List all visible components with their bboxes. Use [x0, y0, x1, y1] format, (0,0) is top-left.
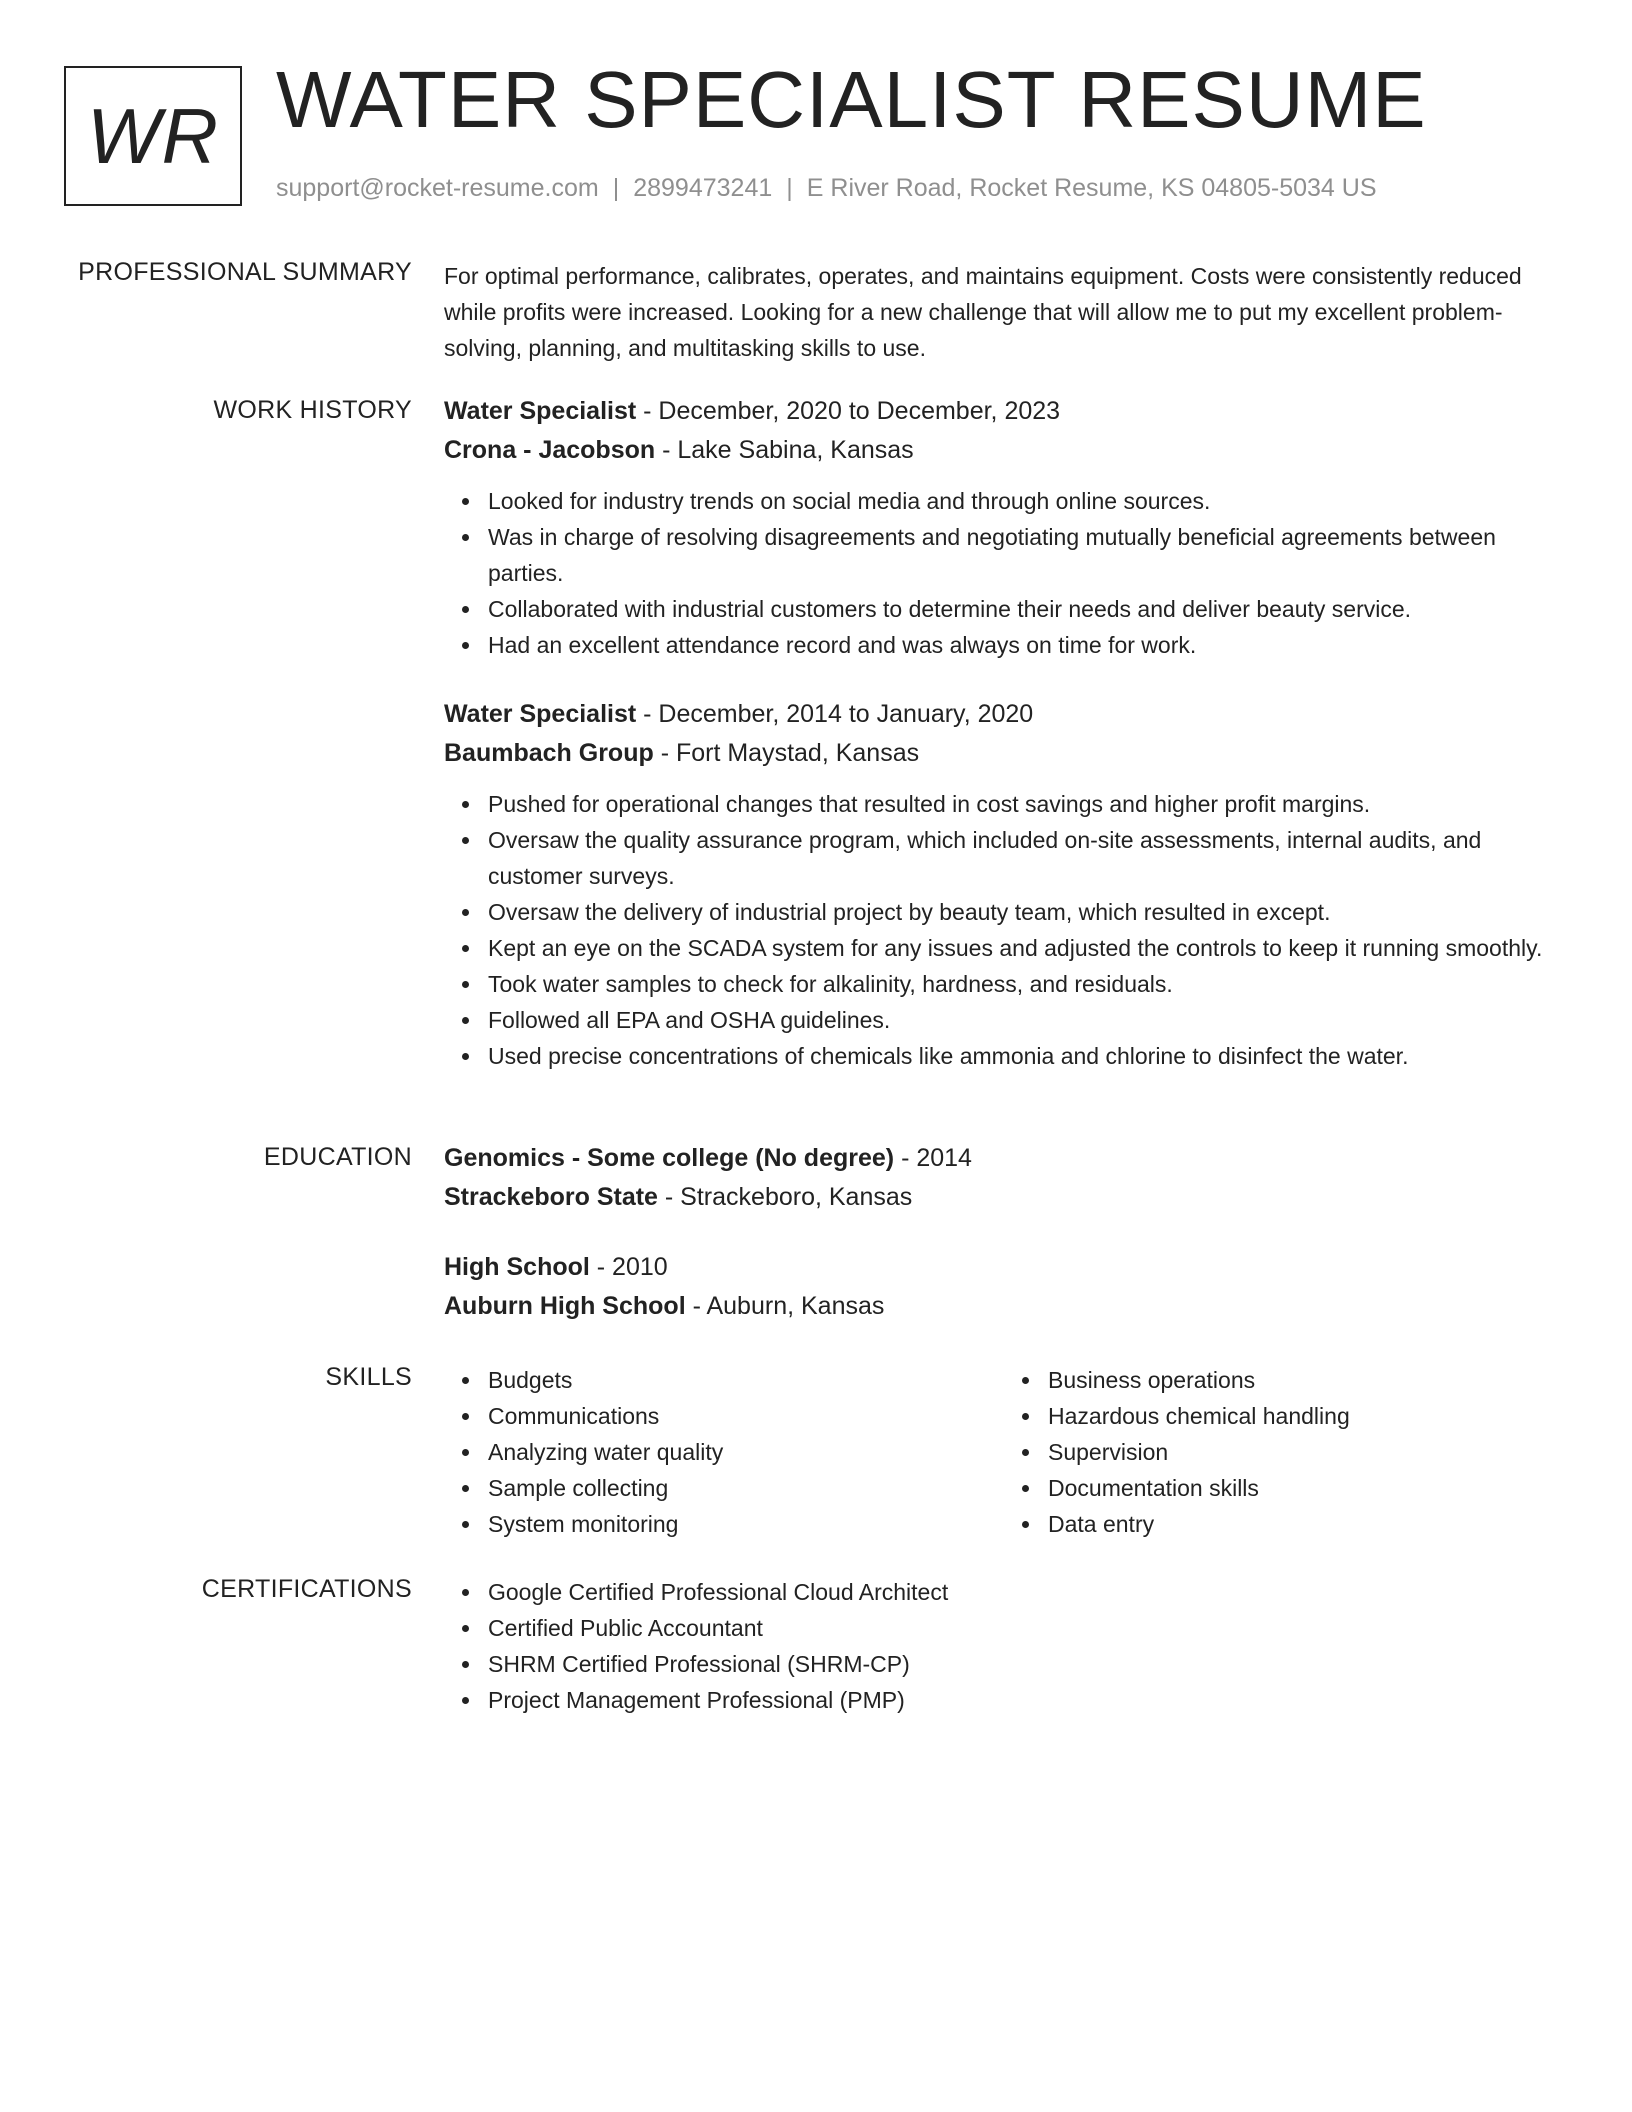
list-item: Took water samples to check for alkalinity, hardness, and residuals. [488, 966, 1564, 1002]
school-line [444, 1178, 1564, 1217]
list-item: Collaborated with industrial customers to determine their needs and deliver beauty service. [488, 591, 1564, 627]
list-item: Analyzing water quality [488, 1434, 1004, 1470]
job-entry [444, 695, 1564, 1074]
degree-year: - 2014 [894, 1144, 972, 1172]
list-item: Used precise concentrations of chemicals like ammonia and chlorine to disinfect the water. [488, 1038, 1564, 1074]
list-item: Had an excellent attendance record and was always on time for work. [488, 627, 1564, 663]
degree-line [444, 1139, 1564, 1178]
list-item: Business operations [1048, 1362, 1564, 1398]
list-item: SHRM Certified Professional (SHRM-CP) [488, 1646, 1564, 1682]
list-item: Was in charge of resolving disagreements and negotiating mutually beneficial agreements between parties. [488, 519, 1564, 591]
school: Auburn High School [444, 1292, 686, 1320]
resume-title: WATER SPECIALIST RESUME [276, 55, 1427, 144]
job-title-line [444, 695, 1564, 734]
monogram-box [64, 66, 242, 206]
school-location: - Auburn, Kansas [685, 1292, 885, 1320]
job-dates: - December, 2014 to January, 2020 [636, 700, 1034, 728]
contact-separator: | [612, 174, 620, 202]
job-company-line [444, 734, 1564, 773]
list-item: Project Management Professional (PMP) [488, 1682, 1564, 1718]
job-dates: - December, 2020 to December, 2023 [636, 397, 1061, 425]
list-item: System monitoring [488, 1506, 1004, 1542]
certifications-body [444, 1574, 1564, 1718]
list-item: Supervision [1048, 1434, 1564, 1470]
job-entry [444, 392, 1564, 663]
job-company: Crona - Jacobson [444, 436, 656, 464]
section-label-education: EDUCATION [263, 1143, 412, 1171]
contact-line [276, 174, 1377, 203]
list-item: Data entry [1048, 1506, 1564, 1542]
degree-line [444, 1248, 1564, 1287]
contact-phone: 2899473241 [633, 174, 773, 202]
section-label-skills: SKILLS [325, 1363, 412, 1391]
skills-columns [444, 1362, 1564, 1542]
section-label-summary: PROFESSIONAL SUMMARY [78, 258, 412, 286]
skills-list-left [444, 1362, 1004, 1542]
degree: High School [444, 1253, 590, 1281]
school-location: - Strackeboro, Kansas [657, 1183, 913, 1211]
contact-email: support@rocket-resume.com [276, 174, 599, 202]
list-item: Hazardous chemical handling [1048, 1398, 1564, 1434]
list-item: Communications [488, 1398, 1004, 1434]
job-title: Water Specialist [444, 397, 637, 425]
list-item: Pushed for operational changes that resulted in cost savings and higher profit margins. [488, 786, 1564, 822]
job-company: Baumbach Group [444, 739, 654, 767]
list-item: Budgets [488, 1362, 1004, 1398]
list-item: Kept an eye on the SCADA system for any issues and adjusted the controls to keep it running smoothly. [488, 930, 1564, 966]
contact-address: E River Road, Rocket Resume, KS 04805-5034 US [806, 174, 1377, 202]
list-item: Looked for industry trends on social media and through online sources. [488, 483, 1564, 519]
section-label-work-history: WORK HISTORY [213, 396, 412, 424]
degree: Genomics - Some college (No degree) [444, 1144, 895, 1172]
certifications-list [444, 1574, 1564, 1718]
job-bullets [444, 483, 1564, 663]
skills-body [444, 1362, 1564, 1542]
job-title-line [444, 392, 1564, 431]
job-company-line [444, 431, 1564, 470]
job-location: - Lake Sabina, Kansas [655, 436, 914, 464]
education-entry [444, 1248, 1564, 1326]
education-body [444, 1139, 1564, 1326]
education-entry [444, 1139, 1564, 1217]
list-item: Documentation skills [1048, 1470, 1564, 1506]
list-item: Oversaw the quality assurance program, which included on-site assessments, internal audits, and customer surveys. [488, 822, 1564, 894]
monogram-text: WR [87, 91, 219, 180]
list-item: Oversaw the delivery of industrial project by beauty team, which resulted in except. [488, 894, 1564, 930]
degree-year: - 2010 [589, 1253, 668, 1281]
list-item: Google Certified Professional Cloud Architect [488, 1574, 1564, 1610]
school: Strackeboro State [444, 1183, 658, 1211]
job-bullets [444, 786, 1564, 1074]
work-history-body [444, 392, 1564, 1074]
list-item: Sample collecting [488, 1470, 1004, 1506]
summary-text: For optimal performance, calibrates, operates, and maintains equipment. Costs were consistently reduced while profits were increased. Looking for a new challenge that will allow me to put my excellent problem-solving, planning, and multitasking skills to use. [444, 263, 1522, 361]
job-location: - Fort Maystad, Kansas [653, 739, 920, 767]
list-item: Certified Public Accountant [488, 1610, 1564, 1646]
summary-body [444, 258, 1564, 366]
contact-separator: | [786, 174, 793, 202]
job-title: Water Specialist [444, 700, 637, 728]
school-line [444, 1287, 1564, 1326]
list-item: Followed all EPA and OSHA guidelines. [488, 1002, 1564, 1038]
skills-list-right [1004, 1362, 1564, 1542]
section-label-certifications: CERTIFICATIONS [201, 1575, 412, 1603]
